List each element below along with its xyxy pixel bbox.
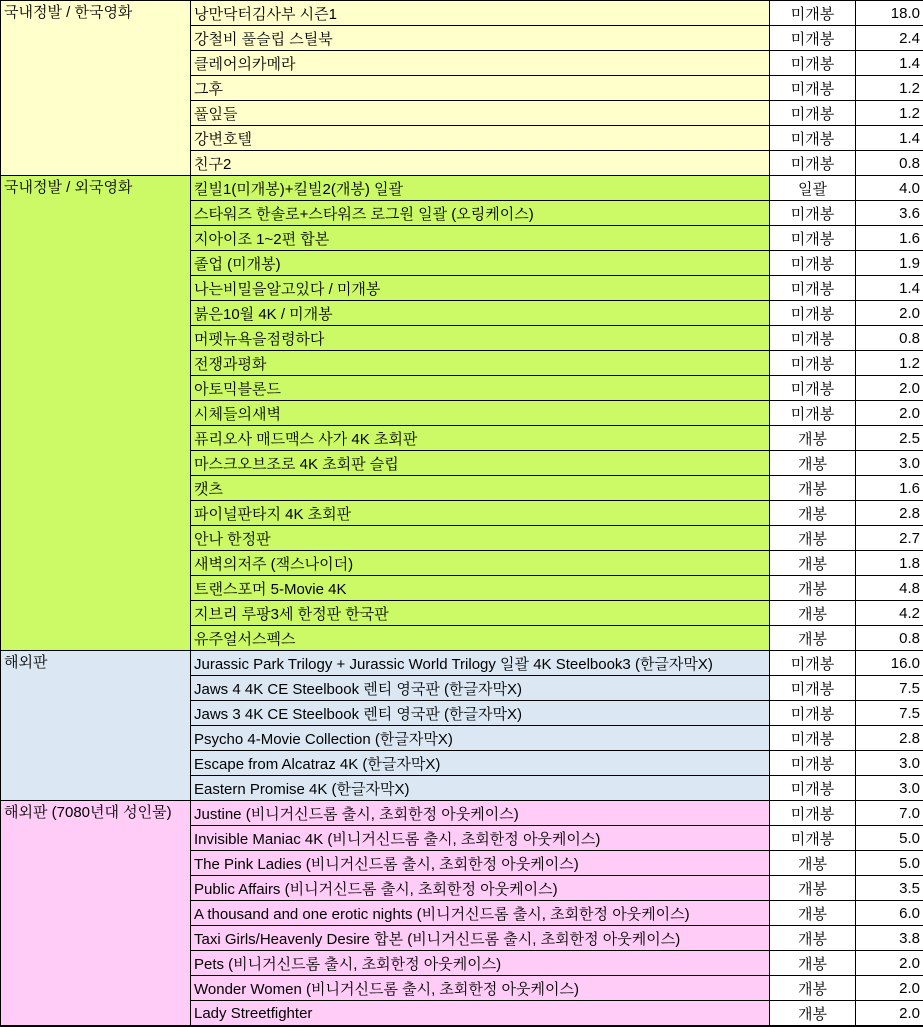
status-cell[interactable]: 개봉 bbox=[770, 1001, 856, 1027]
title-cell[interactable]: Eastern Promise 4K (한글자막X) bbox=[191, 776, 770, 801]
price-cell[interactable]: 1.2 bbox=[856, 351, 923, 376]
price-cell[interactable]: 0.8 bbox=[856, 326, 923, 351]
title-cell[interactable]: Public Affairs (비니거신드롬 출시, 초회한정 아웃케이스) bbox=[191, 876, 770, 901]
status-cell[interactable]: 미개봉 bbox=[770, 101, 856, 126]
status-cell[interactable]: 미개봉 bbox=[770, 201, 856, 226]
status-cell[interactable]: 미개봉 bbox=[770, 226, 856, 251]
price-cell[interactable]: 1.4 bbox=[856, 51, 923, 76]
title-cell[interactable]: 강변호텔 bbox=[191, 126, 770, 151]
status-cell[interactable]: 개봉 bbox=[770, 576, 856, 601]
status-cell[interactable]: 미개봉 bbox=[770, 76, 856, 101]
status-cell[interactable]: 미개봉 bbox=[770, 401, 856, 426]
price-cell[interactable]: 1.2 bbox=[856, 101, 923, 126]
price-cell[interactable]: 1.4 bbox=[856, 276, 923, 301]
price-cell[interactable]: 2.8 bbox=[856, 726, 923, 751]
price-cell[interactable]: 3.0 bbox=[856, 751, 923, 776]
status-cell[interactable]: 일괄 bbox=[770, 176, 856, 201]
price-cell[interactable]: 0.8 bbox=[856, 626, 923, 651]
status-cell[interactable]: 개봉 bbox=[770, 601, 856, 626]
table-row bbox=[1, 651, 923, 676]
price-cell[interactable]: 0.8 bbox=[856, 151, 923, 176]
price-cell[interactable]: 4.0 bbox=[856, 176, 923, 201]
category-cell[interactable]: 국내정발 / 외국영화 bbox=[1, 176, 191, 651]
title-cell[interactable]: Justine (비니거신드롬 출시, 초회한정 아웃케이스) bbox=[191, 801, 770, 826]
title-cell[interactable]: 나는비밀을알고있다 / 미개봉 bbox=[191, 276, 770, 301]
category-cell[interactable]: 해외판 bbox=[1, 651, 191, 801]
price-cell[interactable]: 7.5 bbox=[856, 676, 923, 701]
status-cell[interactable]: 미개봉 bbox=[770, 776, 856, 801]
status-cell[interactable]: 개봉 bbox=[770, 626, 856, 651]
status-cell[interactable]: 미개봉 bbox=[770, 1, 856, 26]
title-cell[interactable]: 트랜스포머 5-Movie 4K bbox=[191, 576, 770, 601]
title-cell[interactable]: 스타워즈 한솔로+스타워즈 로그원 일괄 (오링케이스) bbox=[191, 201, 770, 226]
title-cell[interactable]: 지브리 루팡3세 한정판 한국판 bbox=[191, 601, 770, 626]
title-cell[interactable]: Jaws 4 4K CE Steelbook 렌티 영국판 (한글자막X) bbox=[191, 676, 770, 701]
category-cell[interactable]: 해외판 (7080년대 성인물) bbox=[1, 801, 191, 1027]
price-cell[interactable]: 4.8 bbox=[856, 576, 923, 601]
price-cell[interactable]: 5.0 bbox=[856, 851, 923, 876]
price-cell[interactable]: 2.4 bbox=[856, 26, 923, 51]
status-cell[interactable]: 미개봉 bbox=[770, 151, 856, 176]
title-cell[interactable]: 전쟁과평화 bbox=[191, 351, 770, 376]
category-cell[interactable]: 국내정발 / 한국영화 bbox=[1, 1, 191, 176]
title-cell[interactable]: 유주얼서스펙스 bbox=[191, 626, 770, 651]
title-cell[interactable]: 그후 bbox=[191, 76, 770, 101]
price-cell[interactable]: 1.9 bbox=[856, 251, 923, 276]
title-cell[interactable]: 시체들의새벽 bbox=[191, 401, 770, 426]
status-cell[interactable]: 미개봉 bbox=[770, 676, 856, 701]
title-cell[interactable]: Psycho 4-Movie Collection (한글자막X) bbox=[191, 726, 770, 751]
title-cell[interactable]: 붉은10월 4K / 미개봉 bbox=[191, 301, 770, 326]
status-cell[interactable]: 개봉 bbox=[770, 951, 856, 976]
title-cell[interactable]: 파이널판타지 4K 초회판 bbox=[191, 501, 770, 526]
price-cell[interactable]: 1.8 bbox=[856, 551, 923, 576]
status-cell[interactable]: 개봉 bbox=[770, 976, 856, 1001]
status-cell[interactable]: 미개봉 bbox=[770, 826, 856, 851]
table-row bbox=[1, 176, 923, 201]
title-cell[interactable]: 풀잎들 bbox=[191, 101, 770, 126]
status-cell[interactable]: 개봉 bbox=[770, 851, 856, 876]
price-cell[interactable]: 2.0 bbox=[856, 976, 923, 1001]
title-cell[interactable]: 아토믹블론드 bbox=[191, 376, 770, 401]
price-cell[interactable]: 3.0 bbox=[856, 776, 923, 801]
title-cell[interactable]: Escape from Alcatraz 4K (한글자막X) bbox=[191, 751, 770, 776]
status-cell[interactable]: 개봉 bbox=[770, 876, 856, 901]
price-cell[interactable]: 1.6 bbox=[856, 226, 923, 251]
price-cell[interactable]: 4.2 bbox=[856, 601, 923, 626]
status-cell[interactable]: 개봉 bbox=[770, 551, 856, 576]
title-cell[interactable]: 머펫뉴욕을점령하다 bbox=[191, 326, 770, 351]
title-cell[interactable]: 안나 한정판 bbox=[191, 526, 770, 551]
price-cell[interactable]: 1.4 bbox=[856, 126, 923, 151]
title-cell[interactable]: Jaws 3 4K CE Steelbook 렌티 영국판 (한글자막X) bbox=[191, 701, 770, 726]
status-cell[interactable]: 개봉 bbox=[770, 901, 856, 926]
title-cell[interactable]: Jurassic Park Trilogy + Jurassic World Trilogy 일괄 4K Steelbook3 (한글자막X) bbox=[191, 651, 770, 676]
status-cell[interactable]: 미개봉 bbox=[770, 126, 856, 151]
price-cell[interactable]: 3.8 bbox=[856, 926, 923, 951]
price-cell[interactable]: 2.0 bbox=[856, 1001, 923, 1027]
status-cell[interactable]: 개봉 bbox=[770, 426, 856, 451]
title-cell[interactable]: Taxi Girls/Heavenly Desire 합본 (비니거신드롬 출시, 초회한정 아웃케이스) bbox=[191, 926, 770, 951]
title-cell[interactable]: Wonder Women (비니거신드롬 출시, 초회한정 아웃케이스) bbox=[191, 976, 770, 1001]
table-row bbox=[1, 1, 923, 26]
status-cell[interactable]: 미개봉 bbox=[770, 301, 856, 326]
price-cell[interactable]: 2.0 bbox=[856, 301, 923, 326]
price-cell[interactable]: 2.5 bbox=[856, 426, 923, 451]
title-cell[interactable]: 낭만닥터김사부 시즌1 bbox=[191, 1, 770, 26]
price-cell[interactable]: 7.5 bbox=[856, 701, 923, 726]
title-cell[interactable]: 마스크오브조로 4K 초회판 슬립 bbox=[191, 451, 770, 476]
title-cell[interactable]: 친구2 bbox=[191, 151, 770, 176]
title-cell[interactable]: Pets (비니거신드롬 출시, 초회한정 아웃케이스) bbox=[191, 951, 770, 976]
status-cell[interactable]: 개봉 bbox=[770, 451, 856, 476]
price-cell[interactable]: 3.6 bbox=[856, 201, 923, 226]
title-cell[interactable]: Lady Streetfighter bbox=[191, 1001, 770, 1027]
status-cell[interactable]: 개봉 bbox=[770, 501, 856, 526]
status-cell[interactable]: 개봉 bbox=[770, 926, 856, 951]
price-cell[interactable]: 1.2 bbox=[856, 76, 923, 101]
status-cell[interactable]: 미개봉 bbox=[770, 51, 856, 76]
status-cell[interactable]: 미개봉 bbox=[770, 26, 856, 51]
price-cell[interactable]: 2.0 bbox=[856, 401, 923, 426]
status-cell[interactable]: 미개봉 bbox=[770, 701, 856, 726]
title-cell[interactable]: 지아이조 1~2편 합본 bbox=[191, 226, 770, 251]
title-cell[interactable]: 새벽의저주 (잭스나이더) bbox=[191, 551, 770, 576]
status-cell[interactable]: 미개봉 bbox=[770, 651, 856, 676]
table-row bbox=[1, 801, 923, 826]
title-cell[interactable]: A thousand and one erotic nights (비니거신드롬 출시, 초회한정 아웃케이스) bbox=[191, 901, 770, 926]
price-cell[interactable]: 2.8 bbox=[856, 501, 923, 526]
price-cell[interactable]: 2.0 bbox=[856, 376, 923, 401]
status-cell[interactable]: 개봉 bbox=[770, 476, 856, 501]
price-table-body bbox=[1, 1, 923, 1027]
status-cell[interactable]: 개봉 bbox=[770, 526, 856, 551]
title-cell[interactable]: 클레어의카메라 bbox=[191, 51, 770, 76]
status-cell[interactable]: 미개봉 bbox=[770, 276, 856, 301]
price-cell[interactable]: 5.0 bbox=[856, 826, 923, 851]
price-cell[interactable]: 2.0 bbox=[856, 951, 923, 976]
price-cell[interactable]: 1.6 bbox=[856, 476, 923, 501]
price-cell[interactable]: 7.0 bbox=[856, 801, 923, 826]
status-cell[interactable]: 미개봉 bbox=[770, 726, 856, 751]
status-cell[interactable]: 미개봉 bbox=[770, 351, 856, 376]
title-cell[interactable]: 강철비 풀슬립 스틸북 bbox=[191, 26, 770, 51]
price-cell[interactable]: 3.0 bbox=[856, 451, 923, 476]
price-cell[interactable]: 3.5 bbox=[856, 876, 923, 901]
status-cell[interactable]: 미개봉 bbox=[770, 326, 856, 351]
title-cell[interactable]: 캣츠 bbox=[191, 476, 770, 501]
status-cell[interactable]: 미개봉 bbox=[770, 801, 856, 826]
title-cell[interactable]: Invisible Maniac 4K (비니거신드롬 출시, 초회한정 아웃케이스) bbox=[191, 826, 770, 851]
title-cell[interactable]: 퓨리오사 매드맥스 사가 4K 초회판 bbox=[191, 426, 770, 451]
title-cell[interactable]: The Pink Ladies (비니거신드롬 출시, 초회한정 아웃케이스) bbox=[191, 851, 770, 876]
price-cell[interactable]: 6.0 bbox=[856, 901, 923, 926]
price-cell[interactable]: 18.0 bbox=[856, 1, 923, 26]
status-cell[interactable]: 미개봉 bbox=[770, 376, 856, 401]
title-cell[interactable]: 킬빌1(미개봉)+킬빌2(개봉) 일괄 bbox=[191, 176, 770, 201]
status-cell[interactable]: 미개봉 bbox=[770, 251, 856, 276]
price-cell[interactable]: 16.0 bbox=[856, 651, 923, 676]
status-cell[interactable]: 미개봉 bbox=[770, 751, 856, 776]
title-cell[interactable]: 졸업 (미개봉) bbox=[191, 251, 770, 276]
price-cell[interactable]: 2.7 bbox=[856, 526, 923, 551]
